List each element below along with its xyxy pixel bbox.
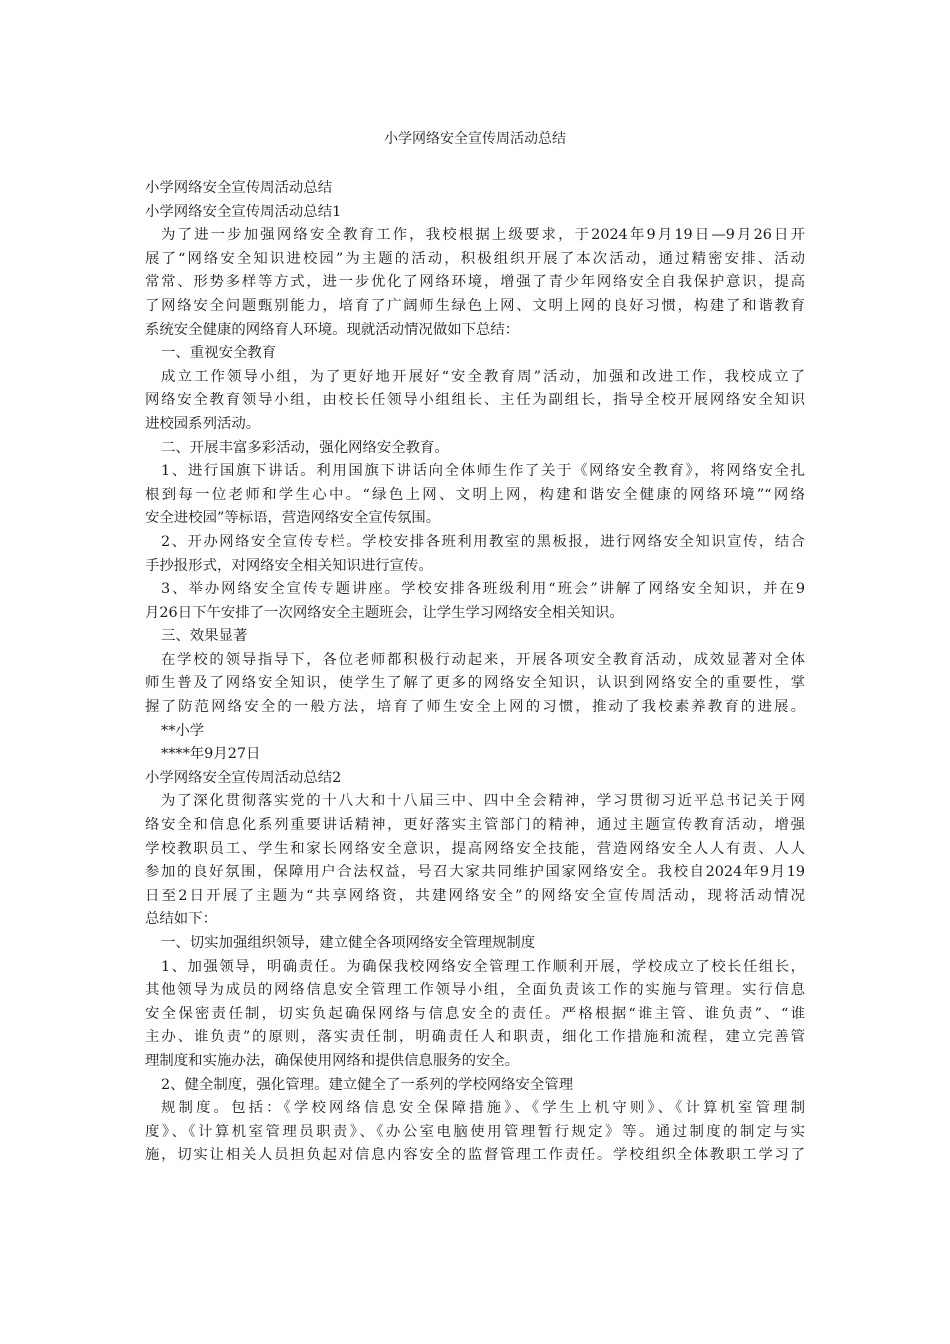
text-line: **小学 bbox=[161, 722, 205, 739]
text-line: 2、健全制度，强化管理。建立健全了一系列的学校网络安全管理 bbox=[161, 1076, 574, 1093]
text-line: 络安全和信息化系列重要讲话精神，更好落实主管部门的精神，通过主题宣传教育活动，增强 bbox=[145, 817, 805, 834]
text-line: 3、举办网络安全宣传专题讲座。学校安排各班级利用“班会”讲解了网络安全知识，并在9 bbox=[161, 581, 805, 598]
text-line: 小学网络安全宣传周活动总结 bbox=[145, 180, 333, 196]
text-line: 为了进一步加强网络安全教育工作，我校根据上级要求，于2024年9月19日—9月26日开 bbox=[161, 227, 805, 244]
text-line: 系统安全健康的网络育人环境。现就活动情况做如下总结： bbox=[145, 321, 520, 338]
text-line: 小学网络安全宣传周活动总结1 bbox=[145, 203, 342, 220]
text-line: 手抄报形式，对网络安全相关知识进行宣传。 bbox=[145, 557, 433, 574]
text-line: 日至2日开展了主题为“共享网络资，共建网络安全”的网络安全宣传周活动，现将活动情况 bbox=[145, 887, 805, 904]
text-line: 度》、《计算机室管理员职责》、《办公室电脑使用管理暂行规定》等。通过制度的制定与实 bbox=[145, 1123, 805, 1140]
text-line: 在学校的领导指导下，各位老师都积极行动起来，开展各项安全教育活动，成效显著对全体 bbox=[161, 651, 805, 668]
text-line: 1、进行国旗下讲话。利用国旗下讲话向全体师生作了关于《网络安全教育》，将网络安全扎 bbox=[161, 463, 805, 480]
text-line: 根到每一位老师和学生心中。“绿色上网、文明上网，构建和谐安全健康的网络环境”“网络 bbox=[145, 486, 805, 503]
text-line: 规制度。包括：《学校网络信息安全保障措施》、《学生上机守则》、《计算机室管理制 bbox=[161, 1100, 805, 1117]
text-line: 安全保密责任制，切实负起确保网络与信息安全的责任。严格根据“谁主管、谁负责”、“谁 bbox=[145, 1005, 805, 1022]
text-line: 参加的良好氛围，保障用户合法权益，号召大家共同维护国家网络安全。我校自2024年9月19 bbox=[145, 864, 805, 881]
text-line: 为了深化贯彻落实党的十八大和十八届三中、四中全会精神，学习贯彻习近平总书记关于网 bbox=[161, 793, 805, 810]
text-line: 1、加强领导，明确责任。为确保我校网络安全管理工作顺利开展，学校成立了校长任组长， bbox=[161, 958, 805, 975]
text-line: 师生普及了网络安全知识，使学生了解了更多的网络安全知识，认识到网络安全的重要性，掌 bbox=[145, 675, 805, 692]
text-line: 其他领导为成员的网络信息安全管理工作领导小组，全面负责该工作的实施与管理。实行信息 bbox=[145, 982, 805, 999]
text-line: 施，切实让相关人员担负起对信息内容安全的监督管理工作责任。学校组织全体教职工学习了 bbox=[145, 1147, 805, 1164]
text-line: 安全进校园”等标语，营造网络安全宣传氛围。 bbox=[145, 510, 441, 527]
text-line: 小学网络安全宣传周活动总结2 bbox=[145, 769, 342, 786]
text-line: 一、重视安全教育 bbox=[161, 345, 277, 362]
text-line: 二、开展丰富多彩活动，强化网络安全教育。 bbox=[161, 439, 449, 456]
text-line: 握了防范网络安全的一般方法，培育了师生安全上网的习惯，推动了我校素养教育的进展。 bbox=[145, 699, 805, 716]
text-line: 总结如下： bbox=[145, 911, 217, 928]
text-line: 展了“网络安全知识进校园”为主题的活动，积极组织开展了本次活动，通过精密安排、活动 bbox=[145, 250, 805, 267]
document-body bbox=[145, 177, 805, 1168]
text-line: 主办、谁负责”的原则，落实责任制，明确责任人和职责，细化工作措施和流程，建立完善管 bbox=[145, 1029, 805, 1046]
text-line: 一、切实加强组织领导，建立健全各项网络安全管理规制度 bbox=[161, 935, 536, 951]
text-line: 学校教职员工、学生和家长网络安全意识，提高网络安全技能，营造网络安全人人有责、人人 bbox=[145, 840, 805, 857]
text-line: 2、开办网络安全宣传专栏。学校安排各班利用教室的黑板报，进行网络安全知识宣传，结合 bbox=[161, 533, 805, 550]
text-line: 三、效果显著 bbox=[161, 628, 248, 645]
text-line: 了网络安全问题甄别能力，培育了广阔师生绿色上网、文明上网的良好习惯，构建了和谐教育 bbox=[145, 297, 805, 314]
text-line: ****年9月27日 bbox=[161, 746, 261, 763]
text-line: 理制度和实施办法，确保使用网络和提供信息服务的安全。 bbox=[145, 1052, 520, 1069]
text-line: 进校园系列活动。 bbox=[145, 415, 261, 432]
document-title: 小学网络安全宣传周活动总结 bbox=[384, 131, 566, 147]
text-line: 常常、形势多样等方式，进一步优化了网络环境，增强了青少年网络安全自我保护意识，提高 bbox=[145, 274, 805, 291]
text-line: 月26日下午安排了一次网络安全主题班会，让学生学习网络安全相关知识。 bbox=[145, 604, 624, 621]
text-line: 网络安全教育领导小组，由校长任领导小组组长、主任为副组长，指导全校开展网络安全知识 bbox=[145, 392, 805, 409]
text-line: 成立工作领导小组，为了更好地开展好“安全教育周”活动，加强和改进工作，我校成立了 bbox=[161, 368, 805, 385]
